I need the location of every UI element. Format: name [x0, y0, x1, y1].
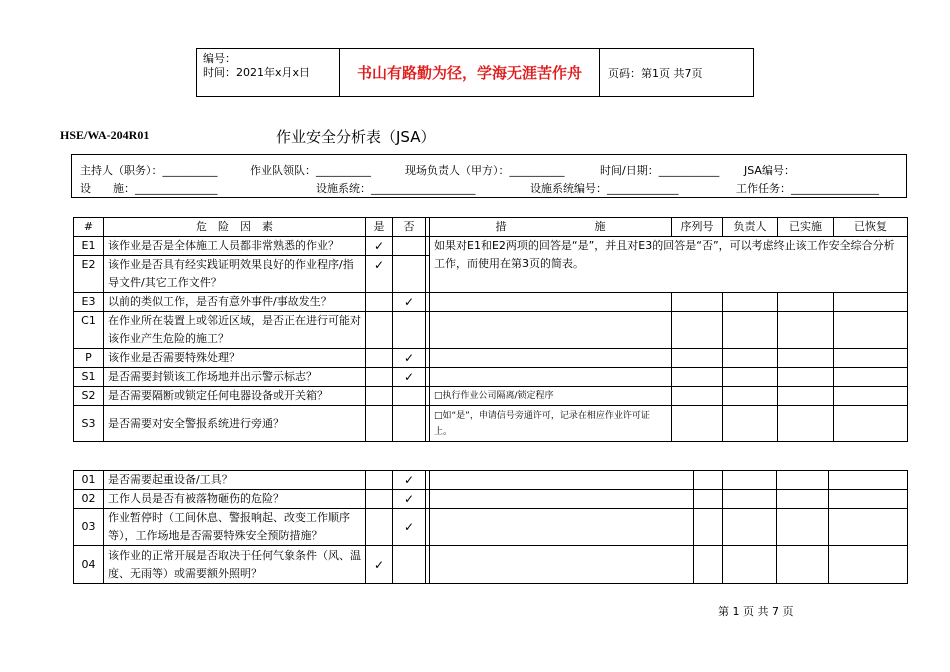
owner-cell[interactable]: [723, 387, 778, 406]
yes-check[interactable]: [366, 471, 393, 490]
done-cell[interactable]: [777, 471, 829, 490]
seq-cell[interactable]: [694, 471, 723, 490]
document-title: 作业安全分析表（JSA）: [276, 128, 436, 146]
row-id: 01: [74, 471, 104, 490]
table-row: [74, 509, 908, 546]
table-row: [74, 312, 908, 349]
col-owner: 负责人: [723, 218, 778, 237]
table-row: [74, 546, 908, 584]
measure-cell[interactable]: [430, 293, 672, 312]
document-code: HSE/WA-204R01: [60, 128, 150, 142]
no-check[interactable]: [393, 312, 426, 349]
done-cell[interactable]: [778, 368, 834, 387]
restored-cell[interactable]: [834, 349, 908, 368]
measure-cell[interactable]: [430, 490, 694, 509]
restored-cell[interactable]: [829, 509, 908, 546]
yes-check[interactable]: [366, 406, 393, 442]
work-task-field[interactable]: 工作任务：________________: [736, 182, 879, 195]
row-hazard: 该作业是否具有经实践证明效果良好的作业程序/指导文件/其它工作文件？: [104, 256, 366, 293]
seq-cell[interactable]: [672, 349, 723, 368]
owner-cell[interactable]: [723, 293, 778, 312]
row-id: 02: [74, 490, 104, 509]
row-id: S3: [74, 406, 104, 442]
seq-cell[interactable]: [672, 368, 723, 387]
row-id: E3: [74, 293, 104, 312]
no-check[interactable]: [393, 256, 426, 293]
row-hazard: 在作业所在装置上或邻近区域，是否正在进行可能对该作业产生危险的施工？: [104, 312, 366, 349]
measure-cell[interactable]: [430, 349, 672, 368]
row-hazard: 作业暂停时（工间休息、警报响起、改变工作顺序等），工作场地是否需要特殊安全预防措施？: [104, 509, 366, 546]
table-row: [74, 387, 908, 406]
yes-check[interactable]: [366, 387, 393, 406]
seq-cell[interactable]: [694, 546, 723, 584]
time-date-field[interactable]: 时间/日期：___________: [600, 164, 720, 177]
yes-check[interactable]: [366, 312, 393, 349]
col-restored: 已恢复: [834, 218, 908, 237]
slogan: 书山有路勤为径，学海无涯苦作舟: [340, 49, 600, 96]
col-done: 已实施: [778, 218, 834, 237]
measure-cell[interactable]: [430, 368, 672, 387]
table-row: [74, 349, 908, 368]
hazard-table-2: [73, 470, 908, 584]
no-check[interactable]: ✓: [393, 293, 426, 312]
page-footer: 第 1 页 共 7 页: [718, 605, 794, 618]
no-check[interactable]: [393, 387, 426, 406]
no-check[interactable]: [393, 406, 426, 442]
col-measure: 措 施: [430, 218, 672, 237]
seq-cell[interactable]: [694, 509, 723, 546]
measure-s3[interactable]: □如“是”，申请信号旁通许可，记录在相应作业许可证上。: [430, 406, 672, 442]
owner-cell[interactable]: [723, 509, 777, 546]
table-row: [74, 368, 908, 387]
table-row: [74, 237, 908, 256]
done-cell[interactable]: [778, 293, 834, 312]
done-cell[interactable]: [777, 546, 829, 584]
restored-cell[interactable]: [829, 471, 908, 490]
yes-check[interactable]: [366, 490, 393, 509]
facility-system-field[interactable]: 设施系统：___________________: [316, 182, 476, 195]
measure-e1-e2: 如果对E1和E2两项的回答是“是”，并且对E3的回答是“否”，可以考虑终止该工作安全综合分析工作，而使用在第3页的简表。: [430, 237, 908, 293]
row-hazard: 该作业的正常开展是否取决于任何气象条件（风、温度、无雨等）或需要额外照明？: [104, 546, 366, 584]
host-field[interactable]: 主持人（职务）：__________: [80, 164, 218, 177]
header-left-cell: [197, 49, 340, 96]
done-cell[interactable]: [778, 387, 834, 406]
col-seq: 序列号: [672, 218, 723, 237]
no-check[interactable]: [393, 546, 426, 584]
yes-check[interactable]: [366, 368, 393, 387]
restored-cell[interactable]: [829, 490, 908, 509]
row-id: P: [74, 349, 104, 368]
table-row: [74, 406, 908, 442]
col-num: #: [74, 218, 104, 237]
facility-field[interactable]: 设 施：_______________: [80, 182, 218, 195]
jsa-no-field[interactable]: JSA编号：: [744, 164, 795, 177]
restored-cell[interactable]: [834, 293, 908, 312]
seq-cell[interactable]: [672, 293, 723, 312]
measure-cell[interactable]: [430, 509, 694, 546]
measure-cell[interactable]: [430, 471, 694, 490]
col-yes: 是: [366, 218, 393, 237]
row-hazard: 该作业是否需要特殊处理？: [104, 349, 366, 368]
yes-check[interactable]: [366, 293, 393, 312]
header-box: [196, 48, 754, 97]
owner-cell[interactable]: [723, 471, 777, 490]
measure-cell[interactable]: [430, 546, 694, 584]
table-row: [74, 293, 908, 312]
row-hazard: 以前的类似工作，是否有意外事件/事故发生？: [104, 293, 366, 312]
row-hazard: 工作人员是否有被落物砸伤的危险？: [104, 490, 366, 509]
row-hazard: 是否需要对安全警报系统进行旁通？: [104, 406, 366, 442]
table-row: [74, 471, 908, 490]
owner-cell[interactable]: [723, 368, 778, 387]
row-id: E2: [74, 256, 104, 293]
seq-cell[interactable]: [672, 387, 723, 406]
number-label: 编号：: [203, 52, 236, 65]
restored-cell[interactable]: [834, 387, 908, 406]
no-check[interactable]: ✓: [393, 509, 426, 546]
no-check[interactable]: ✓: [393, 471, 426, 490]
yes-check[interactable]: ✓: [366, 256, 393, 293]
owner-cell[interactable]: [723, 406, 778, 442]
row-id: E1: [74, 237, 104, 256]
seq-cell[interactable]: [694, 490, 723, 509]
restored-cell[interactable]: [829, 546, 908, 584]
done-cell[interactable]: [778, 312, 834, 349]
gap-cell: [426, 256, 430, 293]
restored-cell[interactable]: [834, 406, 908, 442]
time-label: 时间：2021年x月x日: [203, 66, 311, 79]
facility-system-no-field[interactable]: 设施系统编号：_____________: [530, 182, 679, 195]
col-no: 否: [393, 218, 426, 237]
row-id: C1: [74, 312, 104, 349]
owner-cell[interactable]: [723, 349, 778, 368]
yes-check[interactable]: [366, 349, 393, 368]
done-cell[interactable]: [778, 349, 834, 368]
row-id: 03: [74, 509, 104, 546]
row-id: S2: [74, 387, 104, 406]
seq-cell[interactable]: [672, 406, 723, 442]
row-hazard: 是否需要封锁该工作场地并出示警示标志？: [104, 368, 366, 387]
page-label: 页码：第1页 共7页: [608, 67, 703, 80]
owner-cell[interactable]: [723, 546, 777, 584]
seq-cell[interactable]: [672, 312, 723, 349]
restored-cell[interactable]: [834, 312, 908, 349]
col-hazard: 危 险 因 素: [104, 218, 366, 237]
row-hazard: 是否需要隔断或锁定任何电器设备或开关箱？: [104, 387, 366, 406]
owner-cell[interactable]: [723, 490, 777, 509]
measure-cell[interactable]: [430, 312, 672, 349]
done-cell[interactable]: [778, 406, 834, 442]
done-cell[interactable]: [777, 509, 829, 546]
done-cell[interactable]: [777, 490, 829, 509]
yes-check[interactable]: [366, 509, 393, 546]
table-row: [74, 490, 908, 509]
info-box: [71, 154, 907, 198]
row-id: S1: [74, 368, 104, 387]
hazard-table-1: [73, 217, 908, 442]
no-check[interactable]: [393, 237, 426, 256]
no-check[interactable]: ✓: [393, 490, 426, 509]
team-leader-field[interactable]: 作业队领队：__________: [250, 164, 371, 177]
table-header-row: [74, 218, 908, 237]
row-hazard: 是否需要起重设备/工具？: [104, 471, 366, 490]
no-check[interactable]: ✓: [393, 349, 426, 368]
row-id: 04: [74, 546, 104, 584]
yes-check[interactable]: ✓: [366, 546, 393, 584]
owner-cell[interactable]: [723, 312, 778, 349]
no-check[interactable]: ✓: [393, 368, 426, 387]
site-owner-field[interactable]: 现场负责人（甲方）：__________: [405, 164, 565, 177]
restored-cell[interactable]: [834, 368, 908, 387]
yes-check[interactable]: ✓: [366, 237, 393, 256]
measure-s2[interactable]: □执行作业公司隔离/锁定程序: [430, 387, 672, 406]
row-hazard: 该作业是否是全体施工人员都非常熟悉的作业？: [104, 237, 366, 256]
